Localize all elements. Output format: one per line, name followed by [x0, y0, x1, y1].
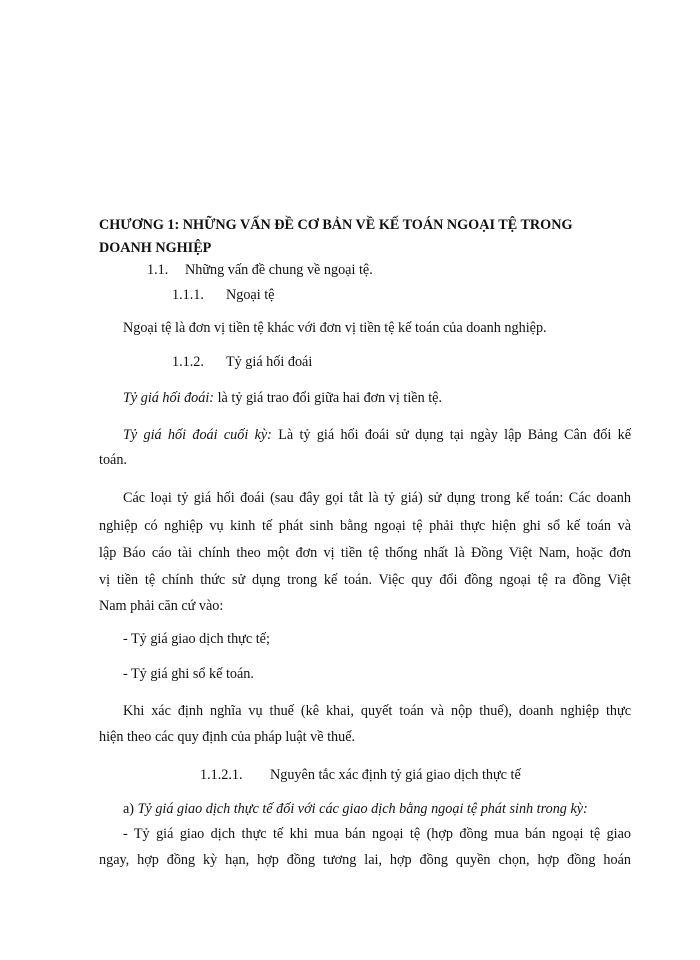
paragraph-thue-line2: hiện theo các quy định của pháp luật về thuế.: [99, 729, 356, 745]
section-number: 1.1.: [147, 262, 169, 278]
paragraph-thue-line1: Khi xác định nghĩa vụ thuế (kê khai, quyết toán và nộp thuế), doanh nghiệp thực: [123, 703, 631, 719]
paragraph-cac-loai-line1: Các loại tỷ giá hối đoái (sau đây gọi tắt là tỷ giá) sử dụng trong kế toán: Các doanh: [123, 490, 631, 506]
section-title: Nguyên tắc xác định tỷ giá giao dịch thực tế: [270, 767, 521, 783]
section-title: Những vấn đề chung về ngoại tệ.: [185, 262, 373, 278]
paragraph-cac-loai-line4: vị tiền tệ chính thức sử dụng trong kế toán. Việc quy đổi đồng ngoại tệ ra đồng Việt: [99, 572, 631, 588]
definition-term: Tỷ giá hối đoái cuối kỳ:: [123, 427, 272, 443]
definition-text: Là tỷ giá hối đoái sử dụng tại ngày lập Bảng Cân đối kế: [271, 427, 631, 443]
section-number: 1.1.2.: [172, 354, 204, 370]
section-1-1-heading: [147, 258, 373, 282]
section-number: 1.1.1.: [172, 287, 204, 303]
item-a: [123, 797, 588, 821]
section-1-1-1-heading: [172, 283, 274, 307]
definition-text: là tỷ giá trao đổi giữa hai đơn vị tiền tệ.: [214, 390, 442, 406]
section-1-1-2-1-heading: [200, 763, 521, 787]
section-title: Tỷ giá hối đoái: [226, 354, 313, 370]
section-title: Ngoại tệ: [226, 287, 275, 303]
paragraph-cac-loai-line5: Nam phải căn cứ vào:: [99, 598, 224, 614]
list-item: - Tỷ giá giao dịch thực tế;: [123, 631, 270, 647]
definition-term: Tỷ giá hối đoái:: [123, 390, 215, 406]
paragraph-cac-loai-line2: nghiệp có nghiệp vụ kinh tế phát sinh bằng ngoại tệ phải thực hiện ghi sổ kế toán và: [99, 518, 631, 534]
section-1-1-2-heading: [172, 350, 312, 374]
item-text: Tỷ giá giao dịch thực tế đối với các giao dịch bằng ngoại tệ phát sinh trong kỳ:: [137, 801, 588, 817]
paragraph-ngoai-te: Ngoại tệ là đơn vị tiền tệ khác với đơn vị tiền tệ kế toán của doanh nghiệp.: [123, 320, 547, 336]
item-label: a): [123, 801, 138, 817]
chapter-title-line2: DOANH NGHIỆP: [99, 240, 212, 256]
paragraph-last-line1: - Tỷ giá giao dịch thực tế khi mua bán ngoại tệ (hợp đồng mua bán ngoại tệ giao: [123, 826, 631, 842]
definition-cuoi-ky-line1: [123, 423, 631, 447]
chapter-title-line1: CHƯƠNG 1: NHỮNG VẤN ĐỀ CƠ BẢN VỀ KẾ TOÁN NGOẠI TỆ TRONG: [99, 217, 573, 233]
paragraph-last-line2: ngay, hợp đồng kỳ hạn, hợp đồng tương lai, hợp đồng quyền chọn, hợp đồng hoán: [99, 852, 631, 868]
definition-ty-gia: [123, 386, 442, 410]
paragraph-cac-loai-line3: lập Báo cáo tài chính theo một đơn vị tiền tệ thống nhất là Đồng Việt Nam, hoặc đơn: [99, 545, 631, 561]
list-item: - Tỷ giá ghi sổ kế toán.: [123, 666, 254, 682]
definition-cuoi-ky-line2: toán.: [99, 452, 127, 468]
section-number: 1.1.2.1.: [200, 767, 243, 783]
